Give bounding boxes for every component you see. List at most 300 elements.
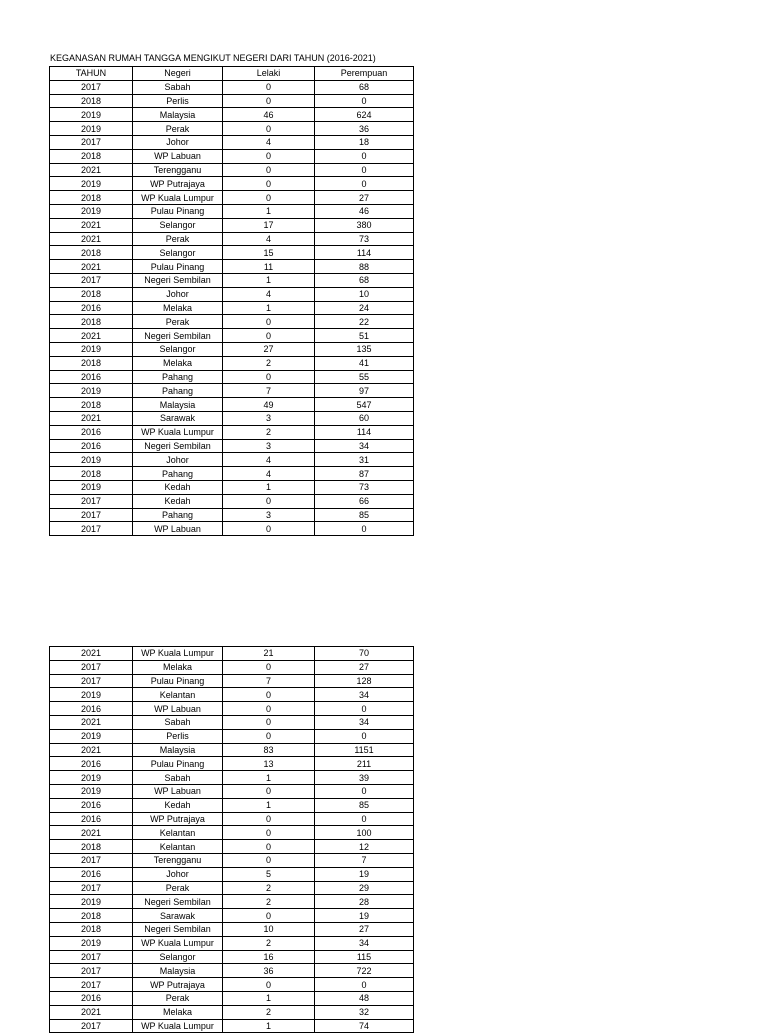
cell-perempuan[interactable]: 73	[315, 232, 414, 246]
cell-negeri[interactable]: Johor	[133, 135, 223, 149]
table-row	[50, 978, 414, 992]
table-row	[50, 80, 414, 94]
cell-lelaki[interactable]: 1	[223, 301, 315, 315]
cell-tahun[interactable]: 2021	[50, 232, 133, 246]
cell-lelaki[interactable]: 13	[223, 757, 315, 771]
table-row	[50, 950, 414, 964]
cell-lelaki[interactable]: 49	[223, 398, 315, 412]
cell-tahun[interactable]: 2016	[50, 798, 133, 812]
table-row	[50, 356, 414, 370]
cell-lelaki[interactable]: 46	[223, 108, 315, 122]
cell-tahun[interactable]: 2019	[50, 177, 133, 191]
cell-perempuan[interactable]: 27	[315, 660, 414, 674]
cell-perempuan[interactable]: 0	[315, 702, 414, 716]
cell-perempuan[interactable]: 46	[315, 204, 414, 218]
cell-tahun[interactable]: 2021	[50, 260, 133, 274]
cell-tahun[interactable]: 2019	[50, 895, 133, 909]
cell-negeri[interactable]: Kedah	[133, 480, 223, 494]
cell-tahun[interactable]: 2018	[50, 246, 133, 260]
table-row	[50, 881, 414, 895]
cell-negeri[interactable]: Kedah	[133, 494, 223, 508]
cell-lelaki[interactable]: 4	[223, 287, 315, 301]
cell-tahun[interactable]: 2017	[50, 950, 133, 964]
cell-lelaki[interactable]: 0	[223, 702, 315, 716]
cell-lelaki[interactable]: 0	[223, 494, 315, 508]
cell-negeri[interactable]: Kelantan	[133, 826, 223, 840]
cell-tahun[interactable]: 2019	[50, 108, 133, 122]
cell-tahun[interactable]: 2018	[50, 94, 133, 108]
cell-negeri[interactable]: Perlis	[133, 94, 223, 108]
cell-perempuan[interactable]: 380	[315, 218, 414, 232]
cell-perempuan[interactable]: 114	[315, 425, 414, 439]
cell-negeri[interactable]: WP Kuala Lumpur	[133, 1019, 223, 1033]
cell-negeri[interactable]: WP Kuala Lumpur	[133, 425, 223, 439]
cell-negeri[interactable]: Selangor	[133, 246, 223, 260]
cell-negeri[interactable]: WP Kuala Lumpur	[133, 191, 223, 205]
cell-perempuan[interactable]: 85	[315, 508, 414, 522]
cell-lelaki[interactable]: 1	[223, 798, 315, 812]
cell-tahun[interactable]: 2021	[50, 826, 133, 840]
table-row	[50, 246, 414, 260]
table-row	[50, 232, 414, 246]
cell-tahun[interactable]: 2017	[50, 853, 133, 867]
cell-tahun[interactable]: 2019	[50, 453, 133, 467]
cell-perempuan[interactable]: 97	[315, 384, 414, 398]
cell-tahun[interactable]: 2017	[50, 660, 133, 674]
table-row	[50, 757, 414, 771]
cell-perempuan[interactable]: 1151	[315, 743, 414, 757]
table-row	[50, 453, 414, 467]
cell-lelaki[interactable]: 2	[223, 936, 315, 950]
cell-negeri[interactable]: Sarawak	[133, 411, 223, 425]
cell-negeri[interactable]: Malaysia	[133, 108, 223, 122]
cell-perempuan[interactable]: 18	[315, 135, 414, 149]
cell-perempuan[interactable]: 0	[315, 784, 414, 798]
cell-negeri[interactable]: Pahang	[133, 508, 223, 522]
cell-lelaki[interactable]: 1	[223, 273, 315, 287]
cell-lelaki[interactable]: 4	[223, 232, 315, 246]
cell-lelaki[interactable]: 5	[223, 867, 315, 881]
cell-negeri[interactable]: Pahang	[133, 370, 223, 384]
cell-negeri[interactable]: Melaka	[133, 301, 223, 315]
cell-negeri[interactable]: Sarawak	[133, 909, 223, 923]
cell-negeri[interactable]: Pahang	[133, 467, 223, 481]
cell-tahun[interactable]: 2021	[50, 163, 133, 177]
cell-tahun[interactable]: 2018	[50, 315, 133, 329]
table-row	[50, 784, 414, 798]
cell-tahun[interactable]: 2018	[50, 149, 133, 163]
cell-perempuan[interactable]: 73	[315, 480, 414, 494]
cell-tahun[interactable]: 2021	[50, 743, 133, 757]
cell-negeri[interactable]: WP Labuan	[133, 149, 223, 163]
cell-tahun[interactable]: 2019	[50, 480, 133, 494]
data-table-upper	[49, 66, 414, 536]
cell-perempuan[interactable]: 85	[315, 798, 414, 812]
table-row	[50, 94, 414, 108]
cell-perempuan[interactable]: 41	[315, 356, 414, 370]
cell-perempuan[interactable]: 32	[315, 1005, 414, 1019]
cell-perempuan[interactable]: 70	[315, 647, 414, 661]
cell-perempuan[interactable]: 51	[315, 329, 414, 343]
cell-lelaki[interactable]: 1	[223, 991, 315, 1005]
cell-perempuan[interactable]: 36	[315, 122, 414, 136]
cell-negeri[interactable]: Pulau Pinang	[133, 674, 223, 688]
table-row	[50, 204, 414, 218]
cell-negeri[interactable]: WP Labuan	[133, 702, 223, 716]
cell-lelaki[interactable]: 0	[223, 177, 315, 191]
cell-tahun[interactable]: 2017	[50, 494, 133, 508]
cell-negeri[interactable]: Melaka	[133, 660, 223, 674]
cell-tahun[interactable]: 2018	[50, 356, 133, 370]
cell-lelaki[interactable]: 1	[223, 771, 315, 785]
cell-perempuan[interactable]: 0	[315, 94, 414, 108]
cell-lelaki[interactable]: 0	[223, 94, 315, 108]
table-row	[50, 108, 414, 122]
cell-perempuan[interactable]: 29	[315, 881, 414, 895]
cell-perempuan[interactable]: 722	[315, 964, 414, 978]
cell-lelaki[interactable]: 0	[223, 853, 315, 867]
cell-tahun[interactable]: 2019	[50, 688, 133, 702]
table-row	[50, 508, 414, 522]
cell-tahun[interactable]: 2016	[50, 702, 133, 716]
cell-perempuan[interactable]: 31	[315, 453, 414, 467]
cell-negeri[interactable]: Perak	[133, 881, 223, 895]
cell-negeri[interactable]: WP Putrajaya	[133, 177, 223, 191]
cell-negeri[interactable]: Sabah	[133, 771, 223, 785]
cell-negeri[interactable]: Terengganu	[133, 853, 223, 867]
cell-negeri[interactable]: WP Labuan	[133, 784, 223, 798]
cell-negeri[interactable]: Perak	[133, 232, 223, 246]
cell-lelaki[interactable]: 0	[223, 329, 315, 343]
cell-lelaki[interactable]: 2	[223, 881, 315, 895]
cell-perempuan[interactable]: 0	[315, 149, 414, 163]
cell-tahun[interactable]: 2021	[50, 1005, 133, 1019]
cell-tahun[interactable]: 2016	[50, 370, 133, 384]
table-row	[50, 895, 414, 909]
cell-tahun[interactable]: 2017	[50, 508, 133, 522]
cell-tahun[interactable]: 2017	[50, 978, 133, 992]
cell-lelaki[interactable]: 1	[223, 204, 315, 218]
cell-lelaki[interactable]: 21	[223, 647, 315, 661]
table-row	[50, 729, 414, 743]
cell-perempuan[interactable]: 39	[315, 771, 414, 785]
cell-negeri[interactable]: Pulau Pinang	[133, 260, 223, 274]
cell-lelaki[interactable]: 36	[223, 964, 315, 978]
cell-perempuan[interactable]: 0	[315, 163, 414, 177]
table-row	[50, 853, 414, 867]
cell-negeri[interactable]: Melaka	[133, 1005, 223, 1019]
cell-negeri[interactable]: Johor	[133, 867, 223, 881]
cell-lelaki[interactable]: 17	[223, 218, 315, 232]
cell-perempuan[interactable]: 74	[315, 1019, 414, 1033]
cell-lelaki[interactable]: 3	[223, 508, 315, 522]
table-row	[50, 411, 414, 425]
cell-lelaki[interactable]: 0	[223, 729, 315, 743]
table-row	[50, 771, 414, 785]
cell-perempuan[interactable]: 88	[315, 260, 414, 274]
cell-perempuan[interactable]: 55	[315, 370, 414, 384]
cell-tahun[interactable]: 2016	[50, 301, 133, 315]
cell-negeri[interactable]: Kelantan	[133, 840, 223, 854]
cell-perempuan[interactable]: 68	[315, 80, 414, 94]
cell-negeri[interactable]: Kedah	[133, 798, 223, 812]
cell-negeri[interactable]: Malaysia	[133, 964, 223, 978]
table-row	[50, 840, 414, 854]
table-row	[50, 922, 414, 936]
cell-perempuan[interactable]: 34	[315, 439, 414, 453]
cell-perempuan[interactable]: 28	[315, 895, 414, 909]
cell-lelaki[interactable]: 0	[223, 688, 315, 702]
cell-tahun[interactable]: 2018	[50, 467, 133, 481]
cell-negeri[interactable]: Sabah	[133, 715, 223, 729]
cell-tahun[interactable]: 2019	[50, 384, 133, 398]
cell-negeri[interactable]: Negeri Sembilan	[133, 895, 223, 909]
cell-negeri[interactable]: WP Labuan	[133, 522, 223, 536]
table-row	[50, 342, 414, 356]
cell-negeri[interactable]: Pulau Pinang	[133, 757, 223, 771]
cell-negeri[interactable]: Malaysia	[133, 743, 223, 757]
cell-negeri[interactable]: Perak	[133, 122, 223, 136]
column-header-perempuan[interactable]: Perempuan	[315, 67, 414, 81]
cell-lelaki[interactable]: 2	[223, 895, 315, 909]
cell-lelaki[interactable]: 7	[223, 674, 315, 688]
cell-tahun[interactable]: 2019	[50, 771, 133, 785]
cell-tahun[interactable]: 2018	[50, 840, 133, 854]
cell-negeri[interactable]: WP Kuala Lumpur	[133, 647, 223, 661]
cell-perempuan[interactable]: 22	[315, 315, 414, 329]
cell-negeri[interactable]: Negeri Sembilan	[133, 439, 223, 453]
cell-tahun[interactable]: 2019	[50, 122, 133, 136]
sheet-title: KEGANASAN RUMAH TANGGA MENGIKUT NEGERI DARI TAHUN (2016-2021)	[50, 53, 376, 63]
cell-tahun[interactable]: 2017	[50, 522, 133, 536]
table-row	[50, 702, 414, 716]
cell-tahun[interactable]: 2019	[50, 936, 133, 950]
cell-negeri[interactable]: WP Putrajaya	[133, 978, 223, 992]
table-row	[50, 218, 414, 232]
cell-negeri[interactable]: Selangor	[133, 342, 223, 356]
cell-tahun[interactable]: 2017	[50, 964, 133, 978]
table-row	[50, 715, 414, 729]
cell-lelaki[interactable]: 4	[223, 135, 315, 149]
cell-perempuan[interactable]: 48	[315, 991, 414, 1005]
cell-lelaki[interactable]: 83	[223, 743, 315, 757]
cell-negeri[interactable]: Malaysia	[133, 398, 223, 412]
cell-perempuan[interactable]: 27	[315, 191, 414, 205]
table-row	[50, 522, 414, 536]
cell-tahun[interactable]: 2019	[50, 342, 133, 356]
cell-tahun[interactable]: 2016	[50, 439, 133, 453]
cell-negeri[interactable]: Negeri Sembilan	[133, 922, 223, 936]
cell-lelaki[interactable]: 2	[223, 1005, 315, 1019]
cell-negeri[interactable]: Perak	[133, 315, 223, 329]
cell-perempuan[interactable]: 100	[315, 826, 414, 840]
cell-perempuan[interactable]: 87	[315, 467, 414, 481]
table-row	[50, 191, 414, 205]
cell-lelaki[interactable]: 0	[223, 978, 315, 992]
cell-tahun[interactable]: 2017	[50, 135, 133, 149]
cell-lelaki[interactable]: 0	[223, 784, 315, 798]
cell-perempuan[interactable]: 24	[315, 301, 414, 315]
cell-tahun[interactable]: 2021	[50, 715, 133, 729]
cell-perempuan[interactable]: 115	[315, 950, 414, 964]
table-row	[50, 398, 414, 412]
table-row	[50, 1005, 414, 1019]
cell-perempuan[interactable]: 624	[315, 108, 414, 122]
cell-tahun[interactable]: 2018	[50, 922, 133, 936]
cell-lelaki[interactable]: 4	[223, 467, 315, 481]
cell-perempuan[interactable]: 0	[315, 729, 414, 743]
cell-perempuan[interactable]: 0	[315, 812, 414, 826]
cell-lelaki[interactable]: 0	[223, 191, 315, 205]
column-header-negeri[interactable]: Negeri	[133, 67, 223, 81]
cell-perempuan[interactable]: 135	[315, 342, 414, 356]
cell-perempuan[interactable]: 34	[315, 688, 414, 702]
cell-lelaki[interactable]: 0	[223, 715, 315, 729]
cell-negeri[interactable]: Pahang	[133, 384, 223, 398]
cell-lelaki[interactable]: 3	[223, 439, 315, 453]
cell-lelaki[interactable]: 0	[223, 315, 315, 329]
cell-perempuan[interactable]: 128	[315, 674, 414, 688]
cell-tahun[interactable]: 2021	[50, 647, 133, 661]
cell-negeri[interactable]: WP Kuala Lumpur	[133, 936, 223, 950]
cell-lelaki[interactable]: 27	[223, 342, 315, 356]
cell-tahun[interactable]: 2017	[50, 273, 133, 287]
cell-tahun[interactable]: 2016	[50, 812, 133, 826]
table-row	[50, 660, 414, 674]
cell-negeri[interactable]: Selangor	[133, 218, 223, 232]
cell-lelaki[interactable]: 16	[223, 950, 315, 964]
cell-perempuan[interactable]: 34	[315, 936, 414, 950]
cell-tahun[interactable]: 2019	[50, 729, 133, 743]
cell-lelaki[interactable]: 0	[223, 80, 315, 94]
cell-perempuan[interactable]: 19	[315, 867, 414, 881]
cell-perempuan[interactable]: 60	[315, 411, 414, 425]
table-row	[50, 329, 414, 343]
cell-perempuan[interactable]: 34	[315, 715, 414, 729]
cell-negeri[interactable]: Negeri Sembilan	[133, 273, 223, 287]
cell-perempuan[interactable]: 66	[315, 494, 414, 508]
cell-tahun[interactable]: 2021	[50, 218, 133, 232]
cell-lelaki[interactable]: 0	[223, 122, 315, 136]
table-row	[50, 287, 414, 301]
cell-tahun[interactable]: 2021	[50, 411, 133, 425]
cell-tahun[interactable]: 2016	[50, 757, 133, 771]
table-row	[50, 370, 414, 384]
cell-lelaki[interactable]: 0	[223, 909, 315, 923]
cell-negeri[interactable]: Melaka	[133, 356, 223, 370]
table-row	[50, 826, 414, 840]
cell-negeri[interactable]: Terengganu	[133, 163, 223, 177]
cell-tahun[interactable]: 2021	[50, 329, 133, 343]
cell-lelaki[interactable]: 4	[223, 453, 315, 467]
table-row	[50, 149, 414, 163]
table-row	[50, 163, 414, 177]
cell-perempuan[interactable]: 7	[315, 853, 414, 867]
cell-tahun[interactable]: 2018	[50, 287, 133, 301]
cell-perempuan[interactable]: 19	[315, 909, 414, 923]
cell-perempuan[interactable]: 0	[315, 522, 414, 536]
cell-perempuan[interactable]: 68	[315, 273, 414, 287]
cell-lelaki[interactable]: 0	[223, 163, 315, 177]
table-row	[50, 177, 414, 191]
cell-lelaki[interactable]: 15	[223, 246, 315, 260]
cell-lelaki[interactable]: 1	[223, 480, 315, 494]
table-row	[50, 688, 414, 702]
table-row	[50, 674, 414, 688]
cell-tahun[interactable]: 2017	[50, 1019, 133, 1033]
cell-negeri[interactable]: WP Putrajaya	[133, 812, 223, 826]
cell-perempuan[interactable]: 211	[315, 757, 414, 771]
cell-negeri[interactable]: Pulau Pinang	[133, 204, 223, 218]
cell-lelaki[interactable]: 0	[223, 149, 315, 163]
cell-perempuan[interactable]: 0	[315, 978, 414, 992]
cell-negeri[interactable]: Negeri Sembilan	[133, 329, 223, 343]
cell-tahun[interactable]: 2016	[50, 867, 133, 881]
cell-tahun[interactable]: 2017	[50, 881, 133, 895]
cell-perempuan[interactable]: 114	[315, 246, 414, 260]
cell-perempuan[interactable]: 27	[315, 922, 414, 936]
cell-lelaki[interactable]: 0	[223, 826, 315, 840]
cell-lelaki[interactable]: 11	[223, 260, 315, 274]
cell-lelaki[interactable]: 0	[223, 660, 315, 674]
cell-lelaki[interactable]: 10	[223, 922, 315, 936]
cell-negeri[interactable]: Perlis	[133, 729, 223, 743]
cell-perempuan[interactable]: 12	[315, 840, 414, 854]
cell-tahun[interactable]: 2018	[50, 909, 133, 923]
cell-lelaki[interactable]: 0	[223, 370, 315, 384]
cell-negeri[interactable]: Selangor	[133, 950, 223, 964]
cell-negeri[interactable]: Johor	[133, 287, 223, 301]
cell-perempuan[interactable]: 10	[315, 287, 414, 301]
table-row	[50, 467, 414, 481]
cell-tahun[interactable]: 2018	[50, 191, 133, 205]
cell-tahun[interactable]: 2016	[50, 991, 133, 1005]
cell-tahun[interactable]: 2016	[50, 425, 133, 439]
cell-lelaki[interactable]: 0	[223, 812, 315, 826]
cell-lelaki[interactable]: 2	[223, 425, 315, 439]
table-row	[50, 647, 414, 661]
cell-tahun[interactable]: 2018	[50, 398, 133, 412]
table-row	[50, 494, 414, 508]
cell-negeri[interactable]: Sabah	[133, 80, 223, 94]
table-row	[50, 909, 414, 923]
table-row	[50, 991, 414, 1005]
cell-tahun[interactable]: 2019	[50, 204, 133, 218]
cell-negeri[interactable]: Johor	[133, 453, 223, 467]
cell-tahun[interactable]: 2017	[50, 80, 133, 94]
table-row	[50, 384, 414, 398]
data-table-lower	[49, 646, 414, 1033]
cell-lelaki[interactable]: 1	[223, 1019, 315, 1033]
cell-tahun[interactable]: 2019	[50, 784, 133, 798]
cell-lelaki[interactable]: 0	[223, 522, 315, 536]
table-row	[50, 812, 414, 826]
cell-lelaki[interactable]: 0	[223, 840, 315, 854]
column-header-tahun[interactable]: TAHUN	[50, 67, 133, 81]
column-header-lelaki[interactable]: Lelaki	[223, 67, 315, 81]
cell-tahun[interactable]: 2017	[50, 674, 133, 688]
cell-perempuan[interactable]: 547	[315, 398, 414, 412]
table-row	[50, 135, 414, 149]
cell-lelaki[interactable]: 2	[223, 356, 315, 370]
cell-negeri[interactable]: Perak	[133, 991, 223, 1005]
table-row	[50, 425, 414, 439]
table-row	[50, 260, 414, 274]
cell-lelaki[interactable]: 7	[223, 384, 315, 398]
cell-negeri[interactable]: Kelantan	[133, 688, 223, 702]
cell-perempuan[interactable]: 0	[315, 177, 414, 191]
cell-lelaki[interactable]: 3	[223, 411, 315, 425]
